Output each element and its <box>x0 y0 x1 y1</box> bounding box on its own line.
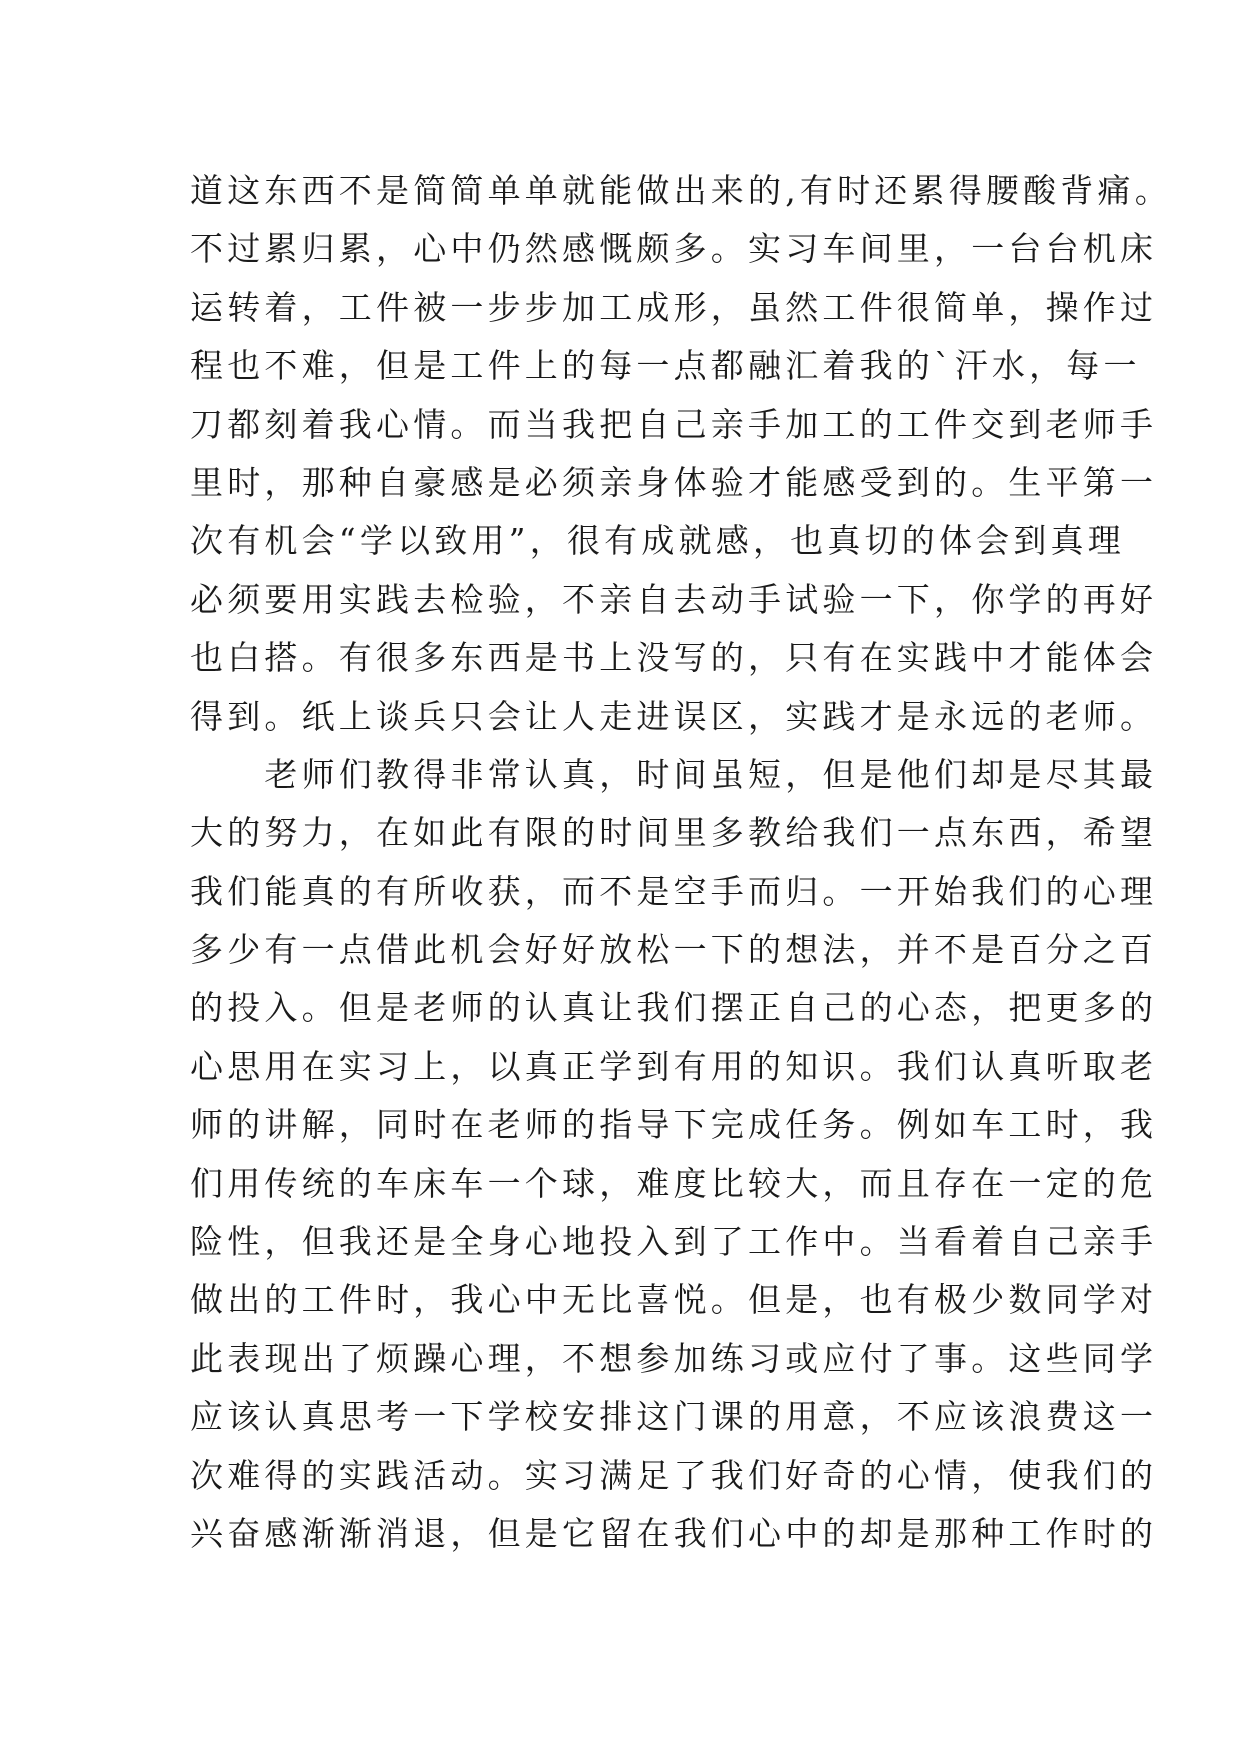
paragraph-start-line: 老师们教得非常认真，时间虽短，但是他们却是尽其最 <box>190 754 1158 794</box>
text-line: 刀都刻着我心情。而当我把自己亲手加工的工件交到老师手 <box>190 404 1158 444</box>
text-line: 大的努力，在如此有限的时间里多教给我们一点东西，希望 <box>190 813 1158 853</box>
text-line: 险性，但我还是全身心地投入到了工作中。当看着自己亲手 <box>190 1222 1158 1262</box>
text-line: 我们能真的有所收获，而不是空手而归。一开始我们的心理 <box>190 871 1158 911</box>
text-line: 次难得的实践活动。实习满足了我们好奇的心情，使我们的 <box>190 1455 1158 1495</box>
text-line: 也白搭。有很多东西是书上没写的，只有在实践中才能体会 <box>190 638 1158 678</box>
body-text <box>190 162 1172 1563</box>
text-line: 次有机会“学以致用”，很有成就感，也真切的体会到真理 <box>190 521 1125 561</box>
text-line: 运转着，工件被一步步加工成形，虽然工件很简单，操作过 <box>190 287 1158 327</box>
text-line: 得到。纸上谈兵只会让人走进误区，实践才是永远的老师。 <box>190 696 1158 736</box>
text-line: 做出的工件时，我心中无比喜悦。但是，也有极少数同学对 <box>190 1280 1158 1320</box>
text-line: 心思用在实习上，以真正学到有用的知识。我们认真听取老 <box>190 1046 1158 1086</box>
text-line: 里时，那种自豪感是必须亲身体验才能感受到的。生平第一 <box>190 462 1158 502</box>
text-line: 们用传统的车床车一个球，难度比较大，而且存在一定的危 <box>190 1163 1158 1203</box>
text-line: 不过累归累，心中仍然感慨颇多。实习车间里，一台台机床 <box>190 229 1158 269</box>
text-line: 道这东西不是简简单单就能做出来的,有时还累得腰酸背痛。 <box>190 171 1172 210</box>
text-line: 必须要用实践去检验，不亲自去动手试验一下，你学的再好 <box>190 579 1158 619</box>
text-line: 兴奋感渐渐消退，但是它留在我们心中的却是那种工作时的 <box>190 1513 1158 1553</box>
text-line: 师的讲解，同时在老师的指导下完成任务。例如车工时，我 <box>190 1105 1158 1145</box>
text-line: 多少有一点借此机会好好放松一下的想法，并不是百分之百 <box>190 930 1158 970</box>
text-line: 程也不难，但是工件上的每一点都融汇着我的`汗水，每一 <box>190 346 1141 386</box>
text-line: 应该认真思考一下学校安排这门课的用意，不应该浪费这一 <box>190 1397 1158 1437</box>
text-line: 此表现出了烦躁心理，不想参加练习或应付了事。这些同学 <box>190 1338 1158 1378</box>
text-line: 的投入。但是老师的认真让我们摆正自己的心态，把更多的 <box>190 988 1158 1028</box>
